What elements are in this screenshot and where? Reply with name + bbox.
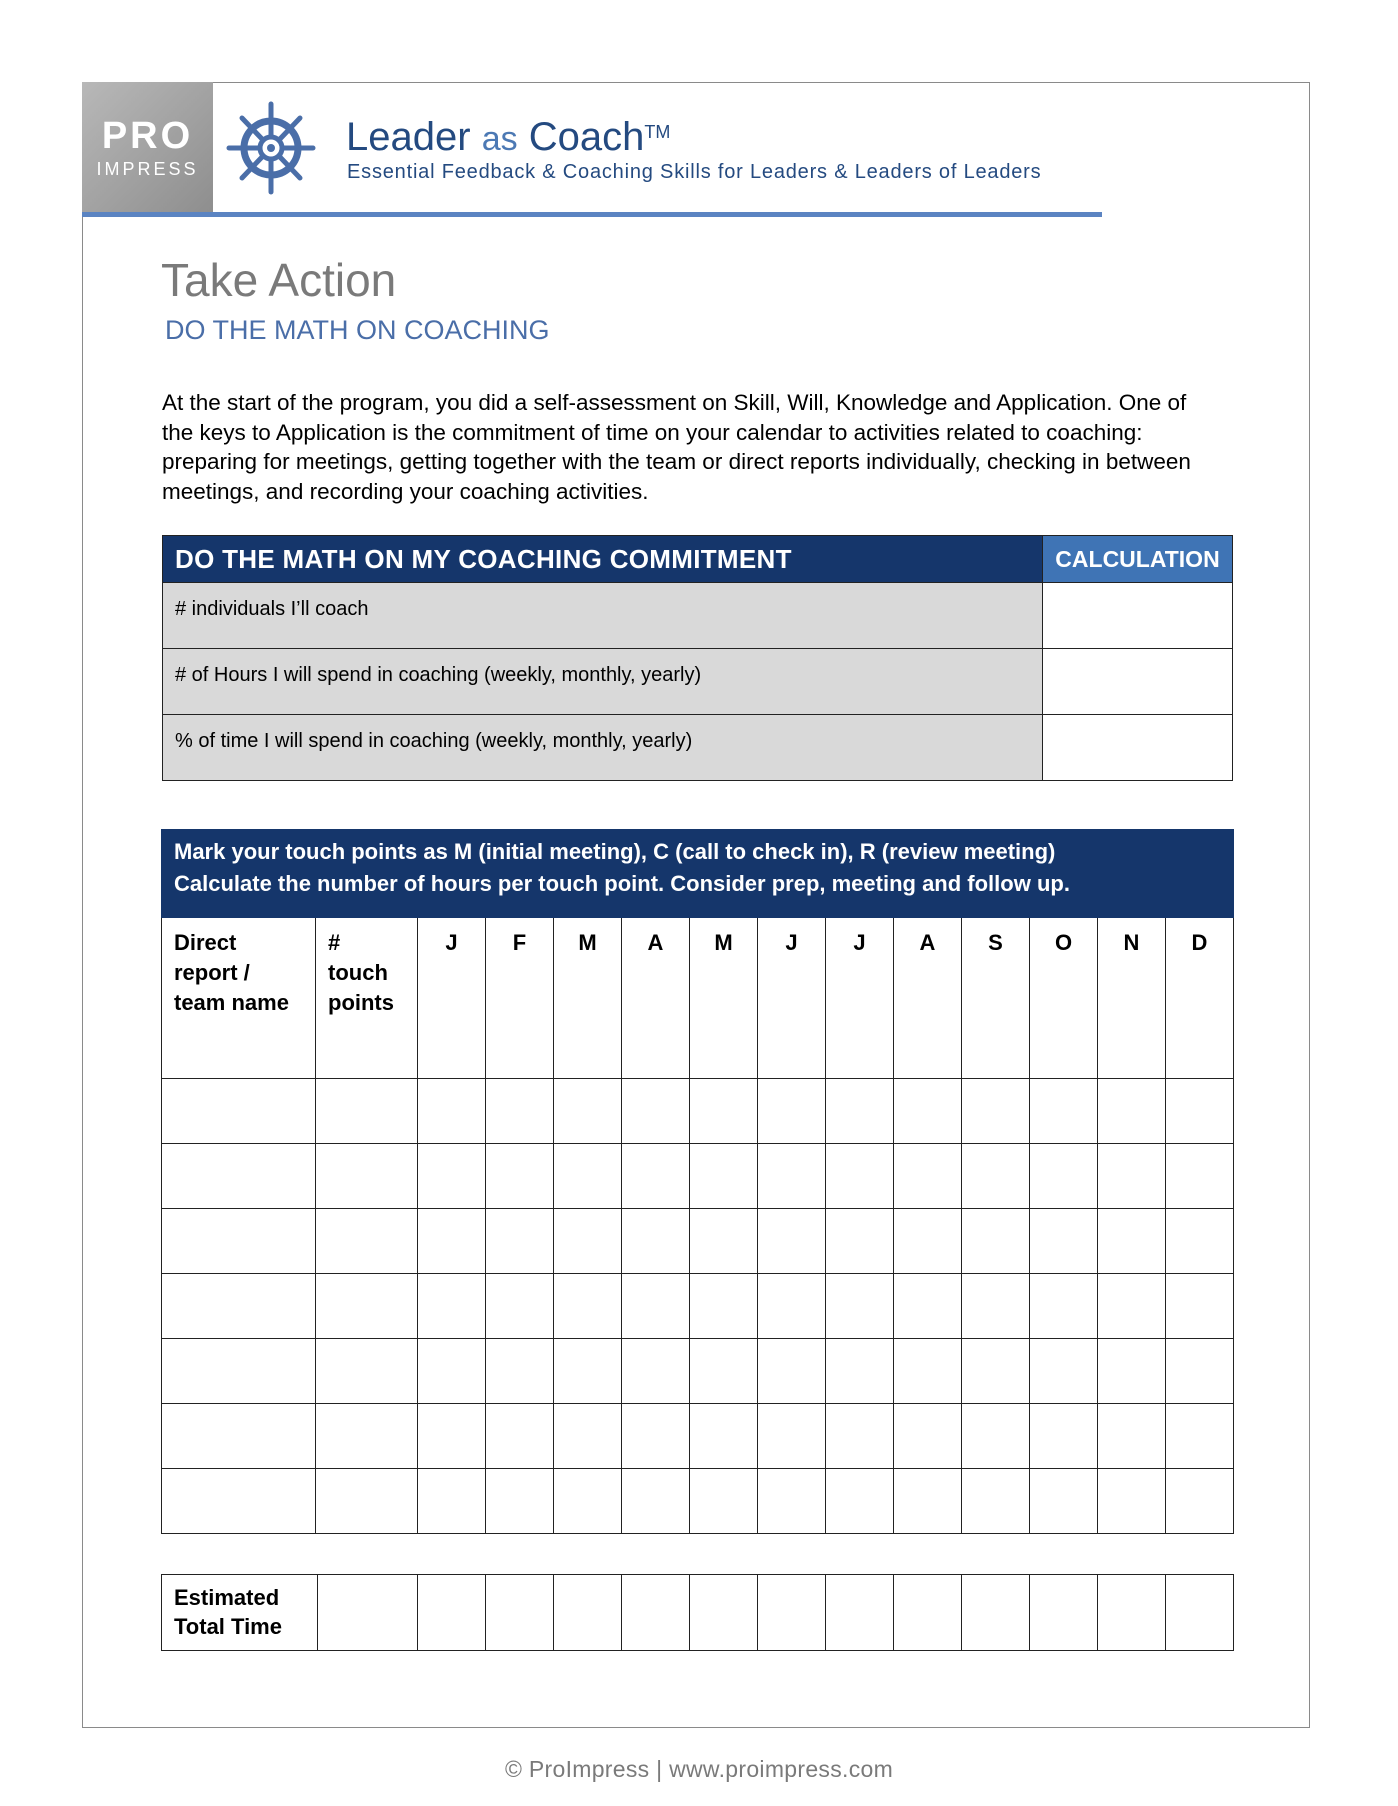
- month-cell[interactable]: [554, 1144, 622, 1209]
- estimated-total-cell[interactable]: [826, 1575, 894, 1651]
- month-cell[interactable]: [486, 1079, 554, 1144]
- estimated-total-cell[interactable]: [1098, 1575, 1166, 1651]
- page-title: Take Action: [161, 254, 397, 306]
- percent-time-label: % of time I will spend in coaching (weekly, monthly, yearly): [163, 715, 1043, 781]
- table-row: [163, 583, 1233, 649]
- month-cell[interactable]: [826, 1209, 894, 1274]
- month-cell[interactable]: [1030, 1144, 1098, 1209]
- month-cell[interactable]: [486, 1144, 554, 1209]
- commitment-header-row: [163, 536, 1233, 583]
- month-cell[interactable]: [1166, 1274, 1234, 1339]
- month-cell[interactable]: [1166, 1404, 1234, 1469]
- table-row: [163, 715, 1233, 781]
- month-cell[interactable]: [826, 1339, 894, 1404]
- month-cell[interactable]: [622, 1404, 690, 1469]
- touch-points-cell[interactable]: [316, 1209, 418, 1274]
- month-cell[interactable]: [894, 1404, 962, 1469]
- footer-copyright: © ProImpress | www.proimpress.com: [504, 1756, 894, 1782]
- month-cell[interactable]: [894, 1209, 962, 1274]
- month-cell[interactable]: [826, 1274, 894, 1339]
- month-cell[interactable]: [622, 1469, 690, 1534]
- touchpoint-header-row: [162, 918, 1234, 1079]
- touch-points-cell[interactable]: [316, 1404, 418, 1469]
- month-cell[interactable]: [758, 1144, 826, 1209]
- estimated-total-table: [161, 1574, 1234, 1651]
- month-cell[interactable]: [622, 1339, 690, 1404]
- month-header-feb: F: [486, 918, 554, 1079]
- month-header-nov: N: [1098, 918, 1166, 1079]
- header-line: Direct: [174, 930, 237, 955]
- brand-subtitle: Essential Feedback & Coaching Skills for Leaders & Leaders of Leaders: [347, 161, 1042, 183]
- touch-points-cell[interactable]: [316, 1274, 418, 1339]
- brand-title: [346, 108, 670, 163]
- month-cell[interactable]: [1098, 1274, 1166, 1339]
- table-row: [162, 1144, 1234, 1209]
- month-cell[interactable]: [486, 1274, 554, 1339]
- header-rule: [82, 212, 1102, 217]
- commitment-table-header: DO THE MATH ON MY COACHING COMMITMENT: [163, 536, 1043, 583]
- month-cell[interactable]: [554, 1404, 622, 1469]
- estimated-total-cell[interactable]: [690, 1575, 758, 1651]
- month-cell[interactable]: [622, 1274, 690, 1339]
- ship-wheel-icon: [226, 96, 316, 200]
- brand-title-coach: Coach: [528, 115, 645, 159]
- estimated-total-row: [162, 1575, 1234, 1651]
- table-row: [162, 1079, 1234, 1144]
- instruction-line-1: Mark your touch points as M (initial meeting), C (call to check in), R (review meeting): [174, 839, 1056, 864]
- month-cell[interactable]: [1166, 1469, 1234, 1534]
- month-cell[interactable]: [690, 1404, 758, 1469]
- month-cell[interactable]: [962, 1339, 1030, 1404]
- month-cell[interactable]: [1098, 1404, 1166, 1469]
- month-cell[interactable]: [486, 1209, 554, 1274]
- month-cell[interactable]: [622, 1079, 690, 1144]
- month-cell[interactable]: [418, 1469, 486, 1534]
- trademark-mark: TM: [644, 122, 671, 142]
- month-cell[interactable]: [1030, 1469, 1098, 1534]
- month-cell[interactable]: [690, 1144, 758, 1209]
- month-cell[interactable]: [1030, 1079, 1098, 1144]
- month-cell[interactable]: [962, 1144, 1030, 1209]
- month-cell[interactable]: [690, 1274, 758, 1339]
- touchpoint-instructions: [162, 830, 1234, 918]
- estimated-total-cell[interactable]: [1030, 1575, 1098, 1651]
- estimated-total-cell[interactable]: [554, 1575, 622, 1651]
- month-header-jun: J: [758, 918, 826, 1079]
- touch-points-cell[interactable]: [316, 1079, 418, 1144]
- direct-report-cell[interactable]: [162, 1339, 316, 1404]
- header-line: points: [328, 990, 394, 1015]
- month-cell[interactable]: [622, 1209, 690, 1274]
- month-cell[interactable]: [826, 1469, 894, 1534]
- month-header-jul: J: [826, 918, 894, 1079]
- estimated-total-cell[interactable]: [418, 1575, 486, 1651]
- month-cell[interactable]: [1098, 1144, 1166, 1209]
- direct-report-cell[interactable]: [162, 1079, 316, 1144]
- month-cell[interactable]: [1098, 1339, 1166, 1404]
- header-line: touch: [328, 960, 388, 985]
- month-cell[interactable]: [486, 1339, 554, 1404]
- touchpoint-body: [162, 1079, 1234, 1534]
- month-cell[interactable]: [1098, 1209, 1166, 1274]
- month-cell[interactable]: [418, 1209, 486, 1274]
- month-header-dec: D: [1166, 918, 1234, 1079]
- month-cell[interactable]: [826, 1079, 894, 1144]
- month-cell[interactable]: [894, 1274, 962, 1339]
- month-cell[interactable]: [962, 1274, 1030, 1339]
- percent-time-calculation-cell[interactable]: [1043, 715, 1233, 781]
- month-cell[interactable]: [418, 1339, 486, 1404]
- table-row: [163, 649, 1233, 715]
- direct-report-header: [162, 918, 316, 1079]
- coaching-commitment-table: [162, 535, 1233, 781]
- logo-pro-text: PRO: [101, 115, 194, 157]
- calculation-header: CALCULATION: [1043, 536, 1233, 583]
- touchpoint-table: [161, 829, 1234, 1534]
- direct-report-cell[interactable]: [162, 1209, 316, 1274]
- month-cell[interactable]: [418, 1274, 486, 1339]
- month-cell[interactable]: [894, 1469, 962, 1534]
- month-header-mar: M: [554, 918, 622, 1079]
- month-cell[interactable]: [758, 1274, 826, 1339]
- direct-report-cell[interactable]: [162, 1404, 316, 1469]
- month-cell[interactable]: [758, 1079, 826, 1144]
- month-header-jan: J: [418, 918, 486, 1079]
- month-cell[interactable]: [962, 1404, 1030, 1469]
- month-cell[interactable]: [1030, 1404, 1098, 1469]
- month-cell[interactable]: [1166, 1209, 1234, 1274]
- table-row: [162, 1469, 1234, 1534]
- month-cell[interactable]: [1030, 1339, 1098, 1404]
- month-cell[interactable]: [758, 1404, 826, 1469]
- month-cell[interactable]: [894, 1144, 962, 1209]
- month-cell[interactable]: [690, 1079, 758, 1144]
- estimated-total-cell[interactable]: [486, 1575, 554, 1651]
- month-cell[interactable]: [554, 1469, 622, 1534]
- month-cell[interactable]: [418, 1079, 486, 1144]
- table-row: [162, 1404, 1234, 1469]
- month-cell[interactable]: [1166, 1339, 1234, 1404]
- month-cell[interactable]: [962, 1209, 1030, 1274]
- touch-points-header: [316, 918, 418, 1079]
- month-cell[interactable]: [690, 1339, 758, 1404]
- month-header-aug: A: [894, 918, 962, 1079]
- logo-impress-text: IMPRESS: [96, 159, 199, 179]
- header-line: team name: [174, 990, 289, 1015]
- month-header-oct: O: [1030, 918, 1098, 1079]
- month-cell[interactable]: [1030, 1274, 1098, 1339]
- hours-calculation-cell[interactable]: [1043, 649, 1233, 715]
- touch-points-cell[interactable]: [316, 1339, 418, 1404]
- month-cell[interactable]: [690, 1469, 758, 1534]
- month-cell[interactable]: [894, 1079, 962, 1144]
- individuals-label: # individuals I’ll coach: [163, 583, 1043, 649]
- month-cell[interactable]: [1030, 1209, 1098, 1274]
- header-line: report /: [174, 960, 250, 985]
- estimated-total-cell[interactable]: [758, 1575, 826, 1651]
- estimated-total-label: [162, 1575, 318, 1651]
- month-cell[interactable]: [758, 1469, 826, 1534]
- month-cell[interactable]: [418, 1144, 486, 1209]
- month-cell[interactable]: [690, 1209, 758, 1274]
- month-cell[interactable]: [826, 1404, 894, 1469]
- proimpress-logo: [82, 82, 213, 213]
- total-label-line: Total Time: [174, 1614, 282, 1639]
- month-cell[interactable]: [554, 1079, 622, 1144]
- brand-title-as: as: [481, 120, 518, 158]
- touchpoint-banner-row: [162, 830, 1234, 918]
- month-cell[interactable]: [554, 1209, 622, 1274]
- month-header-may: M: [690, 918, 758, 1079]
- month-cell[interactable]: [826, 1144, 894, 1209]
- touch-points-cell[interactable]: [316, 1469, 418, 1534]
- instruction-line-2: Calculate the number of hours per touch point. Consider prep, meeting and follow up.: [174, 871, 1070, 896]
- individuals-calculation-cell[interactable]: [1043, 583, 1233, 649]
- direct-report-cell[interactable]: [162, 1274, 316, 1339]
- month-cell[interactable]: [622, 1144, 690, 1209]
- month-cell[interactable]: [554, 1339, 622, 1404]
- estimated-total-cell[interactable]: [622, 1575, 690, 1651]
- month-cell[interactable]: [1166, 1144, 1234, 1209]
- month-cell[interactable]: [1166, 1079, 1234, 1144]
- intro-paragraph: At the start of the program, you did a self-assessment on Skill, Will, Knowledge and Application. One of the keys to Application is the commitment of time on your calendar to activities related to coaching: preparing for meetings, getting together with the team or direct reports individually, checking in between meetings, and recording your coaching activities.: [162, 390, 1191, 504]
- header-line: #: [328, 930, 341, 955]
- table-row: [162, 1274, 1234, 1339]
- estimated-total-cell[interactable]: [1166, 1575, 1234, 1651]
- hours-label: # of Hours I will spend in coaching (weekly, monthly, yearly): [163, 649, 1043, 715]
- month-cell[interactable]: [962, 1079, 1030, 1144]
- brand-title-leader: Leader: [346, 115, 471, 159]
- month-cell[interactable]: [1098, 1079, 1166, 1144]
- direct-report-cell[interactable]: [162, 1144, 316, 1209]
- month-header-sep: S: [962, 918, 1030, 1079]
- touch-points-cell[interactable]: [316, 1144, 418, 1209]
- month-cell[interactable]: [1098, 1469, 1166, 1534]
- estimated-total-cell[interactable]: [894, 1575, 962, 1651]
- month-cell[interactable]: [758, 1339, 826, 1404]
- month-cell[interactable]: [554, 1274, 622, 1339]
- table-row: [162, 1209, 1234, 1274]
- total-label-line: Estimated: [174, 1585, 280, 1610]
- month-cell[interactable]: [962, 1469, 1030, 1534]
- month-cell[interactable]: [486, 1469, 554, 1534]
- month-cell[interactable]: [758, 1209, 826, 1274]
- month-cell[interactable]: [418, 1404, 486, 1469]
- table-row: [162, 1339, 1234, 1404]
- direct-report-cell[interactable]: [162, 1469, 316, 1534]
- month-header-apr: A: [622, 918, 690, 1079]
- month-cell[interactable]: [894, 1339, 962, 1404]
- month-cell[interactable]: [486, 1404, 554, 1469]
- page-subtitle: DO THE MATH ON COACHING: [165, 315, 550, 345]
- estimated-total-cell[interactable]: [962, 1575, 1030, 1651]
- estimated-total-cell[interactable]: [318, 1575, 418, 1651]
